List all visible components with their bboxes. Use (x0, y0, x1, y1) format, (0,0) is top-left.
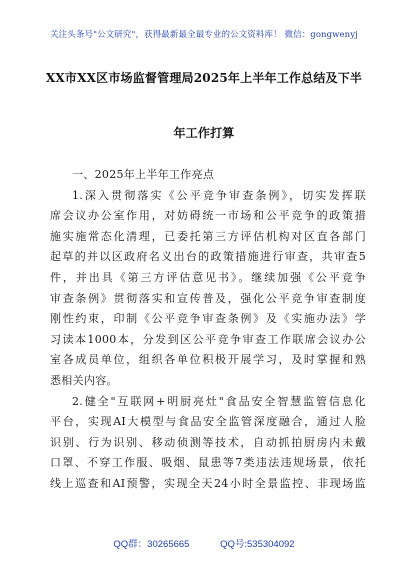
footer-qq-group: QQ群：30265665 (113, 539, 190, 550)
body-line: 1.深入贯彻落实《公平竞争审查条例》，切实发挥联 (72, 188, 366, 202)
body-line: 起草的并以区政府名义出台的政策措施进行审查，共审查5 (50, 250, 366, 264)
document-body (50, 165, 366, 495)
body-line: 平台，实现AI大模型与食品安全监管深度融合，通过人脸 (50, 415, 366, 429)
body-line: 悉相关内容。 (50, 373, 118, 387)
body-line: 件，并出具《第三方评估意见书》。继续加强《公平竞争 (50, 270, 366, 284)
body-line: 2.健全"互联网+明厨亮灶"食品安全智慧监管信息化 (72, 394, 366, 408)
document-title-line-2: 年工作打算 (173, 126, 235, 140)
body-line: 施实施常态化清理，已委托第三方评估机构对区直各部门 (50, 229, 366, 243)
document-title-line-1: XX市XX区市场监督管理局2025年上半年工作总结及下半 (45, 71, 363, 85)
footer-qq-number: QQ号:535304092 (220, 539, 295, 550)
body-line: 审查条例》贯彻落实和宣传普及，强化公平竞争审查制度 (50, 291, 366, 305)
body-line: 刚性约束，印制《公平竞争审查条例》及《实施办法》学 (50, 312, 366, 326)
body-line: 线上巡查和AI预警，实现全天24小时全景监控、非现场监 (50, 476, 366, 490)
body-line: 识别、行为识别、移动侦测等技术，自动抓拍厨房内未戴 (50, 435, 366, 449)
body-line: 室各成员单位，组织各单位积极开展学习，及时掌握和熟 (50, 353, 366, 367)
body-line: 习读本1000本，分发到区公平竞争审查工作联席会议办公 (50, 332, 366, 346)
footer-contact (0, 536, 408, 550)
body-line: 席会议办公室作用，对妨碍统一市场和公平竞争的政策措 (50, 209, 366, 223)
body-line: 一、2025年上半年工作亮点 (72, 168, 215, 181)
body-line: 口罩、不穿工作服、吸烟、鼠患等7类违法违规场景，依托 (50, 456, 366, 470)
header-promo-note: 关注头条号"公文研究"，获得最新最全最专业的公文资料库！ 微信：gongwenyj (50, 30, 358, 40)
